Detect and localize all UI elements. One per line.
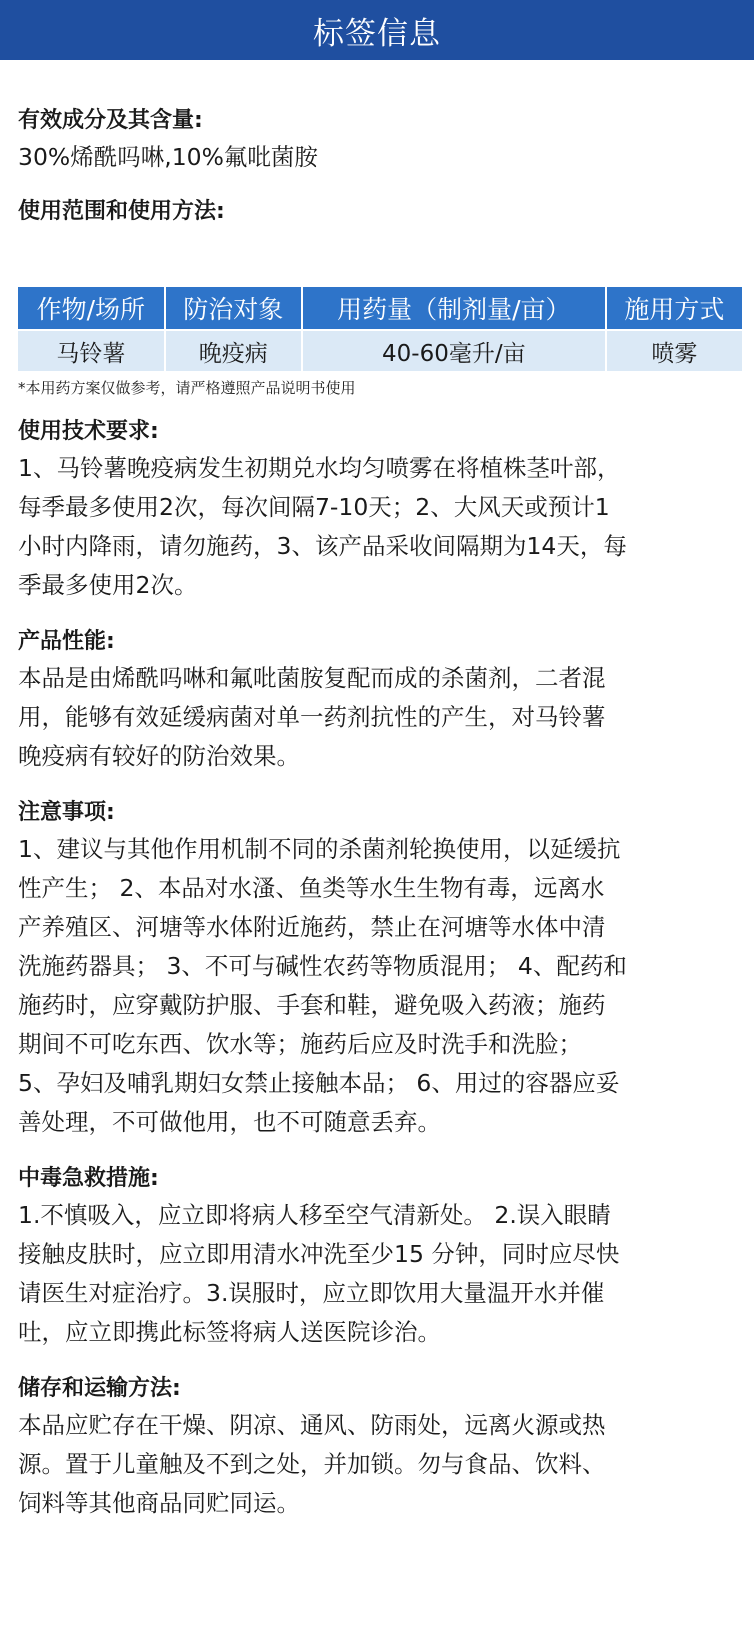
table-row [18,331,742,371]
performance-heading: 产品性能: [18,629,115,654]
cell-dosage: 40-60毫升/亩 [303,331,605,371]
technical-section [18,415,740,605]
performance-line: 本品是由烯酰吗啉和氟吡菌胺复配而成的杀菌剂，二者混 [18,664,606,692]
precautions-line: 5、孕妇及哺乳期妇女禁止接触本品； 6、用过的容器应妥 [18,1069,620,1097]
page-title: 标签信息 [313,15,441,52]
page-header [0,0,754,60]
active-ingredient-text: 30%烯酰吗啉,10%氟吡菌胺 [18,143,318,171]
usage-table-header-row [18,287,742,329]
first-aid-heading: 中毒急救措施: [18,1166,159,1191]
technical-line: 每季最多使用2次，每次间隔7-10天；2、大风天或预计1 [18,493,610,521]
cell-method: 喷雾 [607,331,742,371]
storage-line: 本品应贮存在干燥、阴凉、通风、防雨处，远离火源或热 [18,1411,606,1439]
technical-heading: 使用技术要求: [18,419,159,444]
technical-line: 季最多使用2次。 [18,571,198,599]
first-aid-section [18,1162,740,1352]
first-aid-line: 接触皮肤时，应立即用清水冲洗至少15 分钟，同时应尽快 [18,1240,620,1268]
technical-line: 小时内降雨，请勿施药，3、该产品采收间隔期为14天，每 [18,532,627,560]
column-header-crop: 作物/场所 [18,287,164,329]
storage-section [18,1372,740,1523]
precautions-line: 性产生； 2、本品对水溞、鱼类等水生生物有毒，远离水 [18,874,605,902]
precautions-line: 期间不可吃东西、饮水等；施药后应及时洗手和洗脸； [18,1030,582,1058]
label-content [18,104,740,1523]
precautions-heading: 注意事项: [18,800,115,825]
column-header-target: 防治对象 [166,287,301,329]
storage-heading: 储存和运输方法: [18,1376,181,1401]
storage-line: 饲料等其他商品同贮同运。 [18,1489,300,1517]
column-header-dosage: 用药量（制剂量/亩） [303,287,605,329]
precautions-line: 产养殖区、河塘等水体附近施药，禁止在河塘等水体中清 [18,913,606,941]
performance-line: 用，能够有效延缓病菌对单一药剂抗性的产生，对马铃薯 [18,703,606,731]
precautions-section [18,796,740,1142]
usage-section [18,195,740,399]
precautions-line: 1、建议与其他作用机制不同的杀菌剂轮换使用，以延缓抗 [18,835,621,863]
performance-line: 晚疫病有较好的防治效果。 [18,742,300,770]
precautions-line: 施药时，应穿戴防护服、手套和鞋，避免吸入药液；施药 [18,991,606,1019]
usage-table [16,285,744,373]
cell-crop: 马铃薯 [18,331,164,371]
first-aid-line: 1.不慎吸入，应立即将病人移至空气清新处。 2.误入眼睛 [18,1201,611,1229]
technical-line: 1、马铃薯晚疫病发生初期兑水均匀喷雾在将植株茎叶部， [18,454,621,482]
active-ingredient-heading: 有效成分及其含量: [18,108,203,133]
usage-heading: 使用范围和使用方法: [18,199,225,224]
cell-target: 晚疫病 [166,331,301,371]
column-header-method: 施用方式 [607,287,742,329]
precautions-line: 洗施药器具； 3、不可与碱性农药等物质混用； 4、配药和 [18,952,627,980]
active-ingredient-section [18,104,740,177]
first-aid-line: 吐，应立即携此标签将病人送医院诊治。 [18,1318,441,1346]
first-aid-line: 请医生对症治疗。3.误服时，应立即饮用大量温开水并催 [18,1279,605,1307]
usage-footnote: *本用药方案仅做参考，请严格遵照产品说明书使用 [18,379,356,397]
storage-line: 源。置于儿童触及不到之处，并加锁。勿与食品、饮料、 [18,1450,606,1478]
performance-section [18,625,740,776]
precautions-line: 善处理，不可做他用，也不可随意丢弃。 [18,1108,441,1136]
